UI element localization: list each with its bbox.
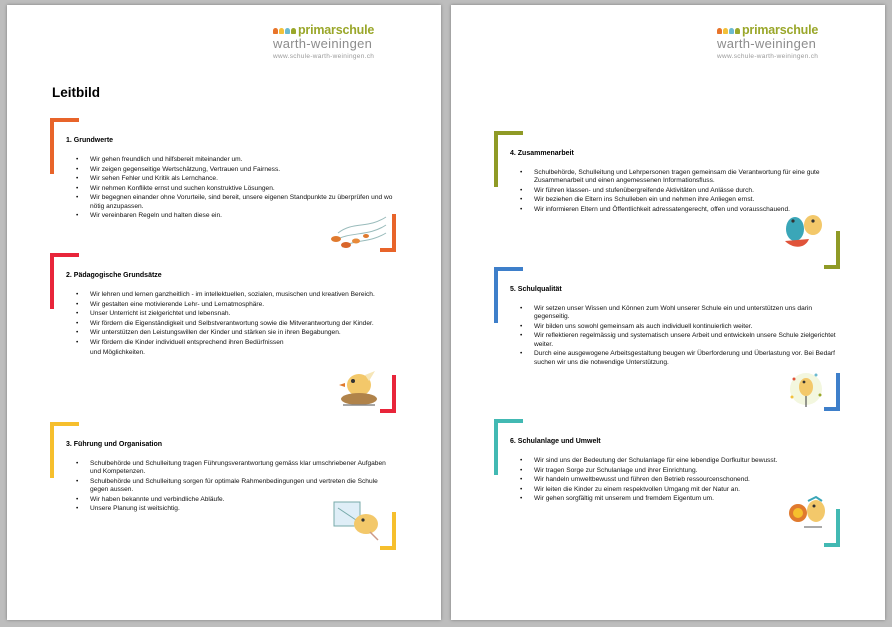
list-item: • Wir sind uns der Bedeutung der Schulanlage für eine lebendige Dorfkultur bewusst. <box>520 457 840 465</box>
list-item: • Wir sehen Fehler und Kritik als Lernchance. <box>76 175 396 183</box>
section-title: 3. Führung und Organisation <box>66 441 163 448</box>
list-item: • Wir tragen Sorge zur Schulanlage und ihrer Einrichtung. <box>520 467 840 475</box>
list-item: • Schulbehörde und Schulleitung sorgen für optimale Rahmenbedingungen und vertreten die Schule gegen aussen. <box>76 478 396 495</box>
corner-bracket-top-left <box>494 419 523 475</box>
logo-name-line1: primarschule <box>742 23 819 37</box>
people-logo-icon <box>273 28 296 34</box>
section-body <box>76 291 396 357</box>
school-logo <box>273 24 401 60</box>
list-item: • Wir gehen freundlich und hilfsbereit miteinander um. <box>76 156 396 164</box>
corner-bracket-top-left <box>50 253 79 309</box>
list-item: • Wir zeigen gegenseitige Wertschätzung, Vertrauen und Fairness. <box>76 166 396 174</box>
document-page-1 <box>7 5 441 620</box>
list-item: • Wir unterstützen den Leistungswillen der Kinder und stärken sie in ihren Begabungen. <box>76 329 396 337</box>
corner-bracket-top-left <box>50 422 79 478</box>
list-item: • Wir gehen sorgfältig mit unserem und fremdem Eigentum um. <box>520 495 840 503</box>
list-item: • Wir vereinbaren Regeln und halten diese ein. <box>76 212 396 220</box>
section-fuehrung-organisation <box>50 422 395 552</box>
corner-bracket-top-left <box>494 131 523 187</box>
logo-name-line2: warth-weiningen <box>717 36 817 51</box>
list-item: • Wir setzen unser Wissen und Können zum Wohl unserer Schule ein und unterstützen uns darin gegenseitig. <box>520 305 840 322</box>
section-schulqualitaet <box>494 267 839 417</box>
list-item: • Wir lehren und lernen ganzheitlich - im intellektuellen, sozialen, musischen und kreativen Bereich. <box>76 291 396 299</box>
section-body <box>520 305 840 368</box>
section-title: 5. Schulqualität <box>510 286 562 293</box>
list-item: • Schulbehörde und Schulleitung tragen Führungsverantwortung gemäss klar umschriebener Aufgaben und Kompetenzen. <box>76 460 396 477</box>
list-item: • Wir fördern die Eigenständigkeit und Selbstverantwortung sowie die Mitverantwortung der Kinder. <box>76 320 396 328</box>
section-title: 1. Grundwerte <box>66 137 114 144</box>
list-item: • Wir bilden uns sowohl gemeinsam als auch individuell kontinuierlich weiter. <box>520 323 840 331</box>
logo-name-line2: warth-weiningen <box>273 36 373 51</box>
section-zusammenarbeit <box>494 131 839 271</box>
people-logo-icon <box>717 28 740 34</box>
list-item: • Wir informieren Eltern und Öffentlichkeit adressatengerecht, offen und vorausschauend. <box>520 206 840 214</box>
corner-bracket-top-left <box>50 118 79 174</box>
section-title: 4. Zusammenarbeit <box>510 150 574 157</box>
list-item: • Wir haben bekannte und verbindliche Abläufe. <box>76 496 396 504</box>
corner-bracket-top-left <box>494 267 523 323</box>
corner-bracket-bottom-right <box>380 214 396 252</box>
section-grundwerte <box>50 118 395 248</box>
list-item: • Wir begegnen einander ohne Vorurteile, sind bereit, unsere eigenen Standpunkte zu überprüfen und wo nötig anzupassen. <box>76 194 396 211</box>
section-schulanlage-umwelt <box>494 419 839 559</box>
list-item-continuation: und Möglichkeiten. <box>90 348 145 356</box>
list-item: • Wir nehmen Konflikte ernst und suchen konstruktive Lösungen. <box>76 185 396 193</box>
list-item: • Wir führen klassen- und stufenübergreifende Aktivitäten und Anlässe durch. <box>520 187 840 195</box>
list-item: • Schulbehörde, Schulleitung und Lehrpersonen tragen gemeinsam die Verantwortung für eine gute Zusammenarbeit und einen angemessenen Informationsfluss. <box>520 169 840 186</box>
list-item: • Wir handeln umweltbewusst und führen den Betrieb ressourcenschonend. <box>520 476 840 484</box>
list-item: • Durch eine ausgewogene Arbeitsgestaltung beugen wir Überforderung und Überlastung vor. Bei Bedarf suchen wir uns die notwendige Unterstützung. <box>520 350 840 367</box>
corner-bracket-bottom-right <box>380 512 396 550</box>
logo-url: www.schule-warth-weiningen.ch <box>717 53 819 60</box>
corner-bracket-bottom-right <box>824 509 840 547</box>
list-item: • Wir gestalten eine motivierende Lehr- und Lernatmosphäre. <box>76 301 396 309</box>
corner-bracket-bottom-right <box>380 375 396 413</box>
school-logo <box>717 24 845 60</box>
list-item: • Unsere Planung ist weitsichtig. <box>76 505 396 513</box>
birds-wind-icon <box>328 211 388 255</box>
list-item: • Unser Unterricht ist zielgerichtet und lebensnah. <box>76 310 396 318</box>
list-item: • Wir beziehen die Eltern ins Schulleben ein und nehmen ihre Anliegen ernst. <box>520 196 840 204</box>
section-title: 2. Pädagogische Grundsätze <box>66 272 162 279</box>
corner-bracket-bottom-right <box>824 231 840 269</box>
list-item: • Wir fördern die Kinder individuell entsprechend ihren Bedürfnissen <box>76 339 396 347</box>
document-page-2 <box>451 5 885 620</box>
list-item: • Wir reflektieren regelmässig und systematisch unsere Arbeit und entwickeln unsere Schule zielgerichtet weiter. <box>520 332 840 349</box>
section-title: 6. Schulanlage und Umwelt <box>510 438 601 445</box>
list-item: • Wir leiten die Kinder zu einem respektvollen Umgang mit der Natur an. <box>520 486 840 494</box>
document-title: Leitbild <box>52 85 100 100</box>
corner-bracket-bottom-right <box>824 373 840 411</box>
section-paedagogische-grundsaetze <box>50 253 395 413</box>
logo-name-line1: primarschule <box>298 23 375 37</box>
logo-url: www.schule-warth-weiningen.ch <box>273 53 375 60</box>
